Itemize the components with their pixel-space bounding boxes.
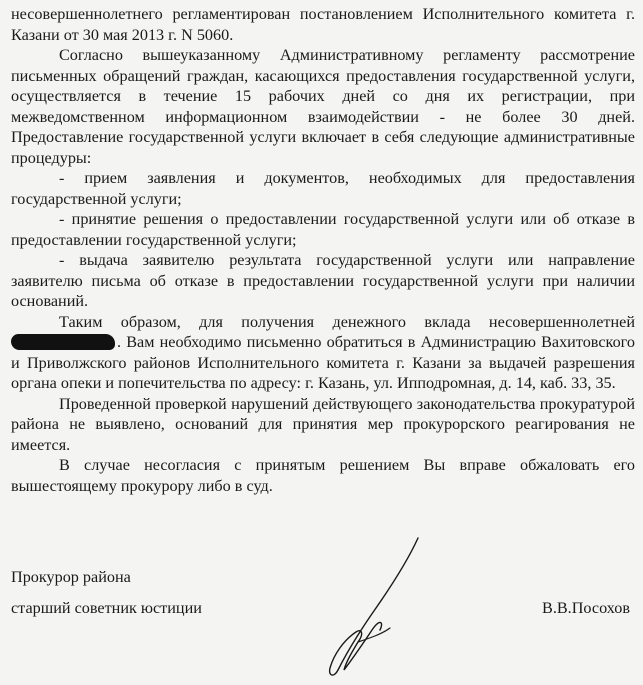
prosecutor-title: Прокурор района — [11, 568, 131, 586]
list-item-issuance: - выдача заявителю результата государственной услуги или направление заявителю письма об отказе в предоставлении государственной услуги при наличии оснований. — [11, 251, 635, 310]
prosecutor-name: В.В.Посохов — [542, 599, 630, 617]
conclusion-text-end: . Вам необходимо письменно обратиться в Администрацию Вахитовского и Приволжского районов Исполнительного комитета г. Казани за выдачей разрешения органа опеки и попечительства по адресу: г. Казань, ул. Ипподромная, д. 14, каб. 33, 35. — [11, 333, 635, 392]
paragraph-regulation: несовершеннолетнего регламентирован постановлением Исполнительного комитета г. Казани от 30 мая 2013 г. N 5060. — [11, 5, 635, 44]
handwritten-signature — [300, 530, 440, 680]
redaction-mark — [11, 334, 115, 350]
letter-body — [11, 4, 635, 496]
paragraph-procedure: Согласно вышеуказанному Административному регламенту рассмотрение письменных обращений граждан, касающихся предоставления государственной услуги, осуществляется в течение 15 рабочих дней со дня их регистрации, при межведомственном информационном взаимодействии - не более 30 дней. Предоставление государственной услуги включает в себя следующие административные процедуры: — [11, 46, 635, 167]
paragraph-inspection-result: Проведенной проверкой нарушений действующего законодательства прокуратурой района не выявлено, оснований для принятия мер прокурорского реагирования не имеется. — [11, 394, 635, 454]
conclusion-text-start: Таким образом, для получения денежного вклада несовершеннолетней — [59, 312, 635, 331]
paragraph-conclusion — [11, 312, 635, 394]
paragraph-appeal: В случае несогласия с принятым решением Вы вправе обжаловать его вышестоящему прокурору либо в суд. — [11, 456, 635, 495]
list-item-decision: - принятие решения о предоставлении государственной услуги или об отказе в предоставлении государственной услуги; — [11, 210, 635, 249]
prosecutor-rank: старший советник юстиции — [11, 599, 202, 617]
list-item-application: - прием заявления и документов, необходимых для предоставления государственной услуги; — [11, 169, 635, 208]
